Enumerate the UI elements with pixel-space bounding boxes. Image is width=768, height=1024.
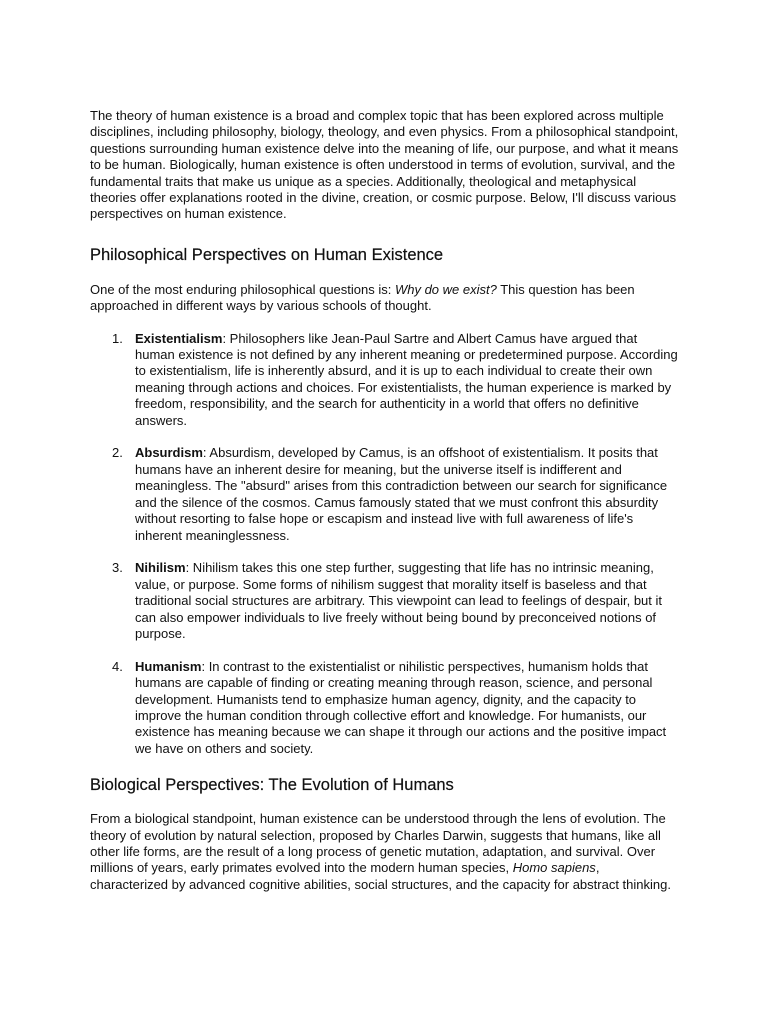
list-item-absurdism	[90, 445, 680, 543]
list-number: 1.	[112, 330, 123, 346]
biological-text-before: From a biological standpoint, human existence can be understood through the lens of evolution. The theory of evolution by natural selection, proposed by Charles Darwin, suggests that humans, like all other life forms, are the result of a long process of genetic mutation, adaptation, and survival. Over millions of years, early primates evolved into the modern human species,	[90, 811, 666, 876]
list-item-humanism	[90, 659, 680, 757]
list-description: : Absurdism, developed by Camus, is an offshoot of existentialism. It posits that humans have an inherent desire for meaning, but the universe itself is indifferent and meaningless. The "absurd" arises from this contradiction between our search for significance and the silence of the cosmos. Camus famously stated that we must confront this absurdity without resorting to false hope or escapism and instead live with full awareness of life's inherent meaninglessness.	[135, 445, 668, 543]
lead-text-before: One of the most enduring philosophical questions is:	[90, 281, 395, 297]
list-item-text	[135, 331, 680, 429]
list-term: Absurdism	[135, 445, 203, 461]
list-number: 2.	[112, 445, 123, 461]
lead-text-after: This question has been approached in different ways by various schools of thought.	[90, 281, 635, 314]
list-number: 3.	[112, 560, 123, 576]
list-term: Humanism	[135, 658, 202, 674]
list-item-nihilism	[90, 560, 680, 642]
list-term: Nihilism	[135, 560, 186, 576]
list-term: Existentialism	[135, 330, 223, 346]
philosophical-heading: Philosophical Perspectives on Human Existence	[90, 245, 444, 264]
list-item-text	[135, 560, 680, 642]
biological-paragraph	[90, 811, 680, 893]
biological-text-after: , characterized by advanced cognitive abilities, social structures, and the capacity for abstract thinking.	[90, 860, 671, 892]
list-description: : Nihilism takes this one step further, suggesting that life has no intrinsic meaning, value, or purpose. Some forms of nihilism suggest that morality itself is baseless and that traditional social structures are arbitrary. This viewpoint can lead to feelings of despair, but it can also empower individuals to live freely without being bound by preconceived notions of purpose.	[135, 560, 663, 641]
species-name: Homo sapiens	[512, 860, 596, 876]
intro-paragraph: The theory of human existence is a broad and complex topic that has been explored across multiple disciplines, including philosophy, biology, theology, and even physics. From a philosophical standpoint, questions surrounding human existence delve into the meaning of life, our purpose, and what it means to be human. Biologically, human existence is often understood in terms of evolution, survival, and the fundamental traits that make us unique as a species. Additionally, theological and metaphysical theories offer explanations rooted in the divine, creation, or cosmic purpose. Below, I'll discuss various perspectives on human existence.	[90, 108, 679, 222]
list-number: 4.	[112, 658, 123, 674]
document-page	[90, 108, 680, 893]
biological-heading: Biological Perspectives: The Evolution of Humans	[90, 776, 454, 795]
lead-question: Why do we exist?	[394, 281, 497, 297]
list-description: : Philosophers like Jean-Paul Sartre and Albert Camus have argued that human existence is not defined by any inherent meaning or predetermined purpose. According to existentialism, life is inherently absurd, and it is up to each individual to create their own meaning through actions and choices. For existentialists, the human experience is marked by freedom, responsibility, and the search for authenticity in a world that offers no definitive answers.	[135, 330, 678, 428]
list-description: : In contrast to the existentialist or nihilistic perspectives, humanism holds that humans are capable of finding or creating meaning through reason, science, and personal development. Humanists tend to emphasize human agency, dignity, and the capacity to improve the human condition through collective effort and knowledge. For humanists, our existence has meaning because we can shape it through our actions and the positive impact we have on others and society.	[135, 658, 667, 756]
list-item-text	[135, 659, 680, 757]
list-item-existentialism	[90, 331, 680, 429]
philosophical-list	[90, 331, 680, 758]
philosophical-lead-paragraph	[90, 282, 680, 315]
list-item-text	[135, 445, 680, 543]
